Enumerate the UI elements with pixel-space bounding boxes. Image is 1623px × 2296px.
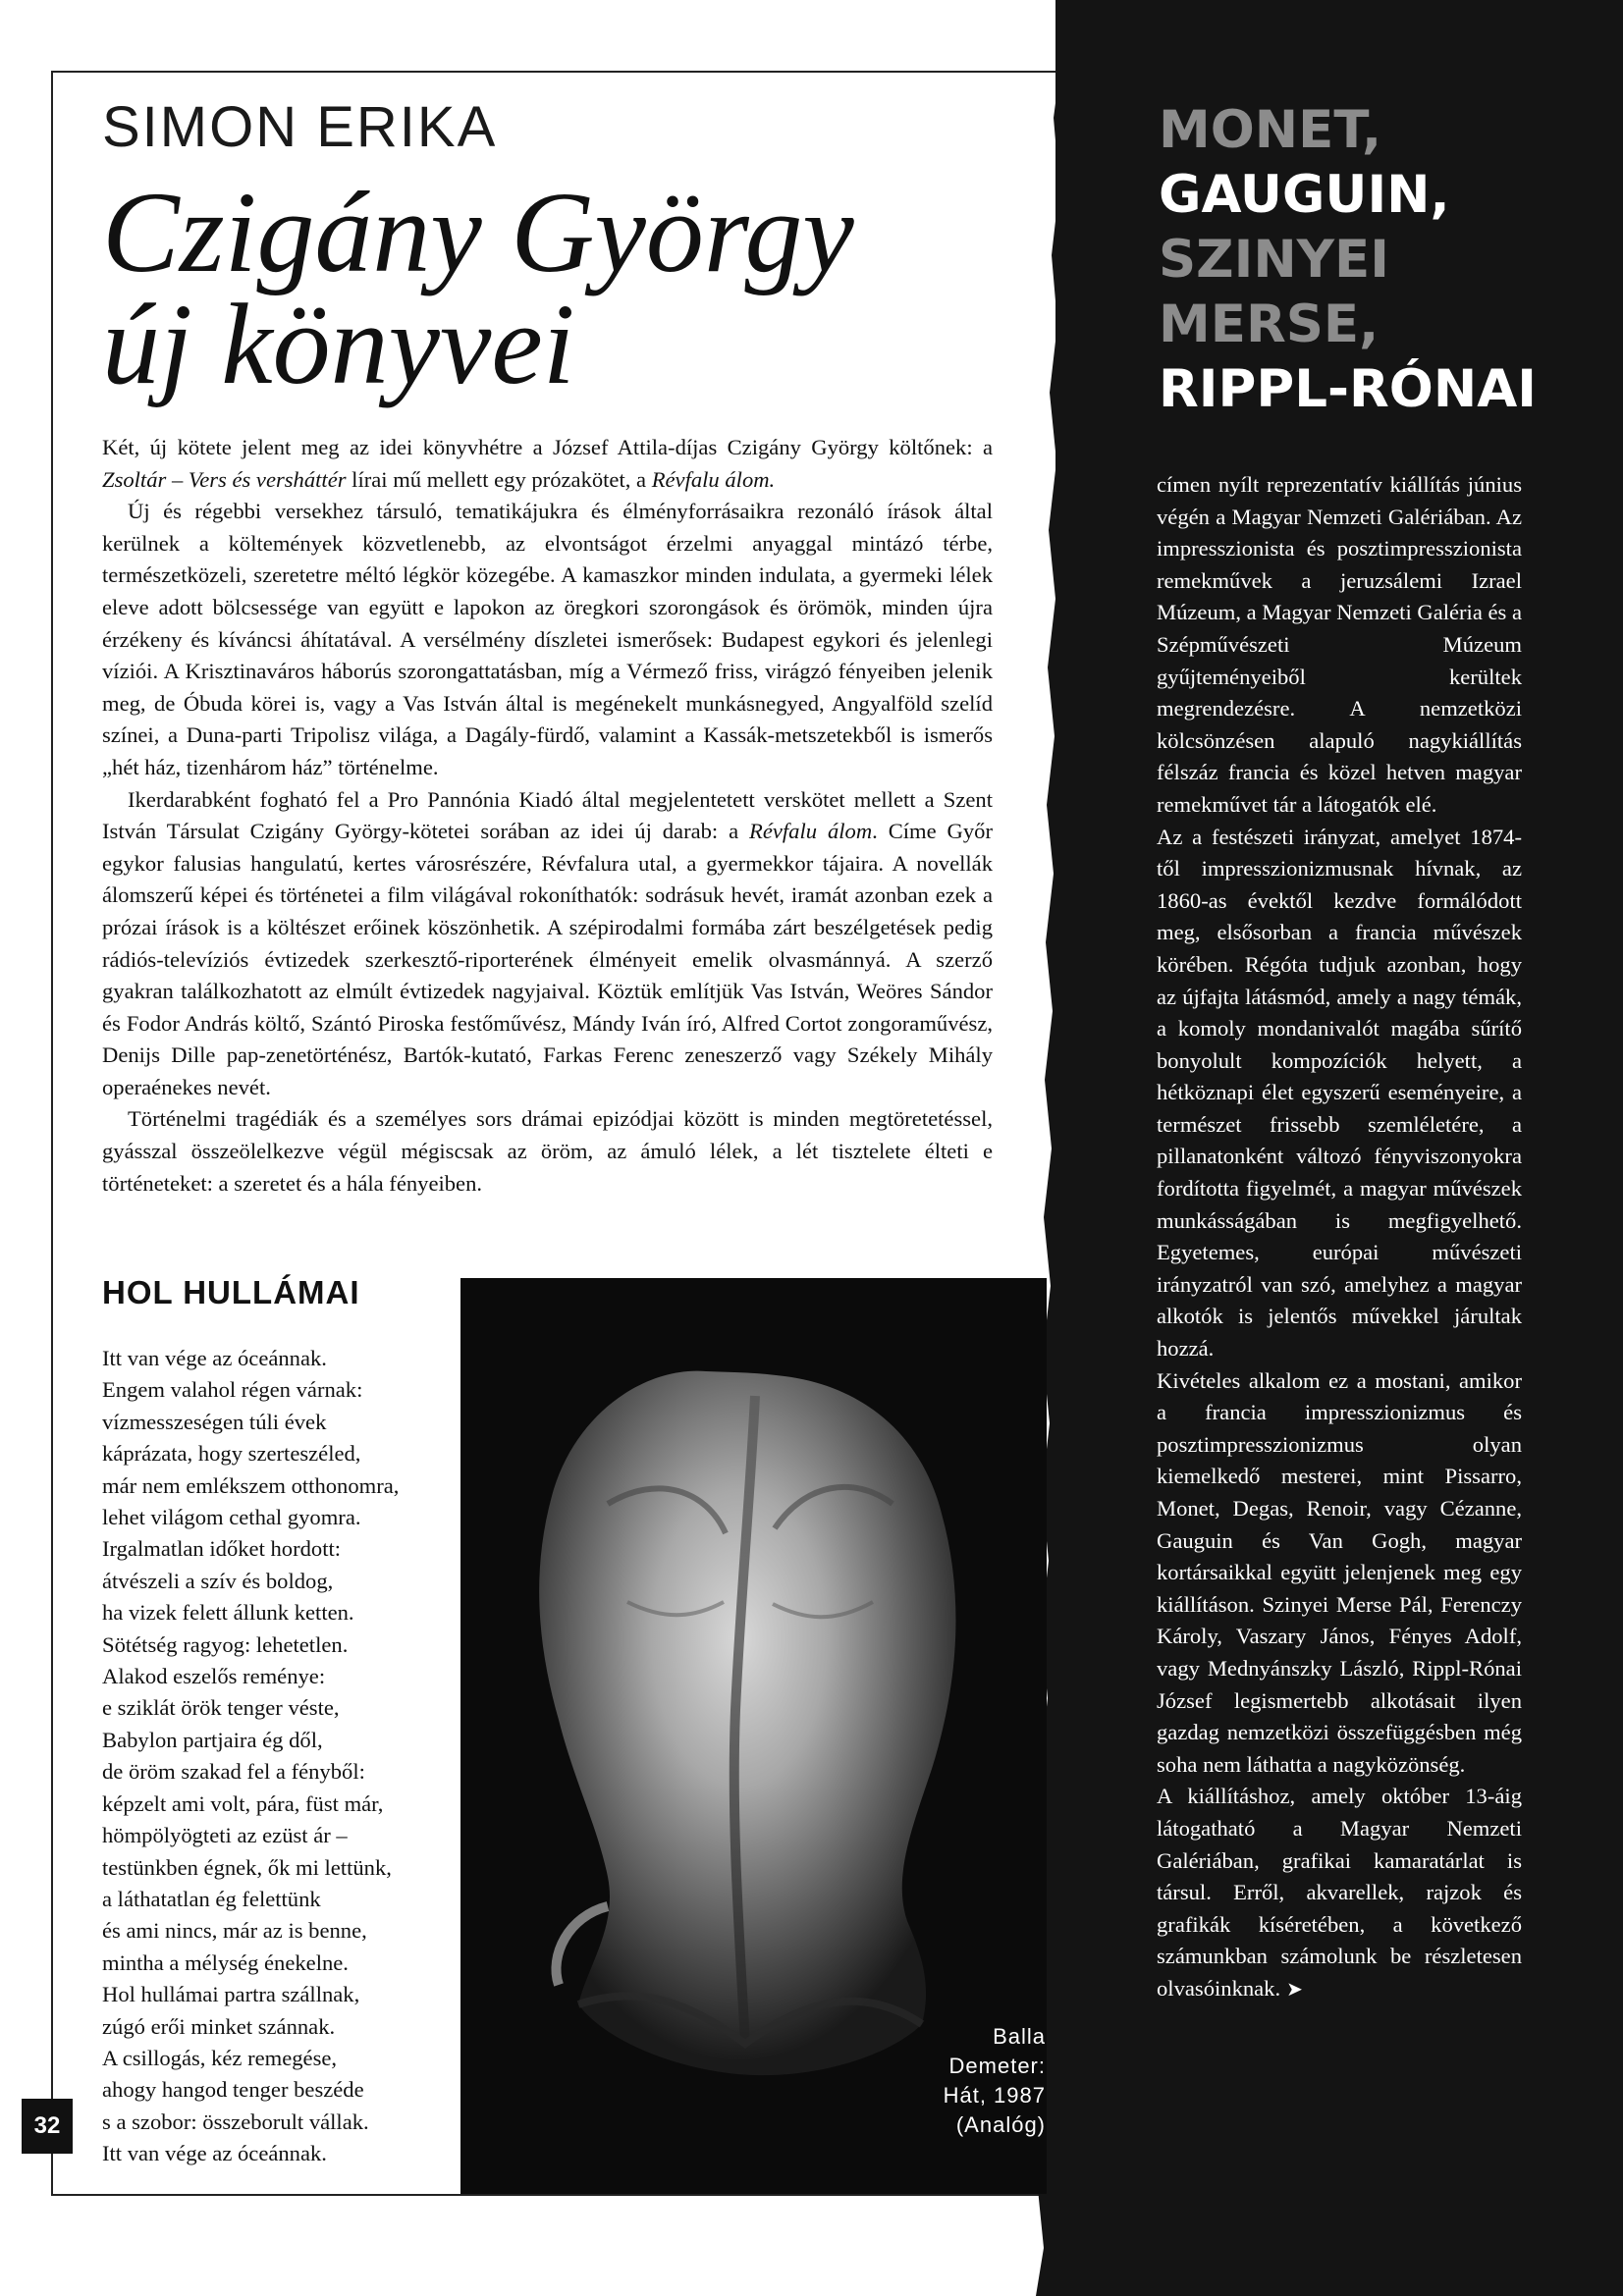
poem-line: hömpölyögteti az ezüst ár –: [102, 1823, 348, 1848]
sidebar-paragraph: Kivételes alkalom ez a mostani, amikor a francia impresszionizmus és posztimpresszionizmus olyan kiemelkedő mesterei, mint Pissarro, Monet, Degas, Renoir, vagy Cézanne, Gauguin és Van Gogh, magyar kortársaikkal együtt jelenjenek meg egy kiállításon. Szinyei Merse Pál, Ferenczy Károly, Vaszary János, Fényes Adolf, vagy Mednyánszky László, Rippl-Rónai József legismertebb alkotásait ilyen gazdag nemzetközi összefüggésben még soha nem láthatta a nagyközönség.: [1157, 1367, 1522, 1777]
poem-body: [102, 1343, 456, 2170]
book-title: Zsoltár – Vers és versháttér: [102, 466, 347, 492]
sidebar-body: [1157, 469, 1522, 2006]
poem-line: Hol hullámai partra szállnak,: [102, 1982, 360, 2007]
headline-line: GAUGUIN,: [1159, 165, 1450, 225]
poem-line: már nem emlékszem otthonomra,: [102, 1472, 400, 1498]
poem-line: vízmesszeségen túli évek: [102, 1409, 327, 1434]
poem-line: Sötétség ragyog: lehetetlen.: [102, 1631, 349, 1657]
poem-line: Itt van vége az óceánnak.: [102, 2141, 327, 2166]
caption-line: (Analóg): [955, 2112, 1046, 2137]
poem-line: Itt van vége az óceánnak.: [102, 1346, 327, 1370]
headline-line: SZINYEI: [1159, 230, 1389, 290]
text-run: A kiállításhoz, amely október 13-áig látogatható a Magyar Nemzeti Galériában, grafikai kamaratárlat is társul. Erről, akvarellek, rajzok és grafikák kíséretében, a következő számunkban számolunk be részletesen olvasóinknak.: [1157, 1784, 1522, 2001]
page-number: 32: [22, 2099, 73, 2154]
text-run: . Címe Győr egykor falusias hangulatú, kertes városrészére, Révfalura utal, a gyermekkor tájaira. A novellák álomszerű képei és történetei a film világával rokoníthatók: sodrásuk hevét, iramát azonban ezek a prózai írások is a költészet erőinek köszönhetik. A szépirodalmi formába zárt beszélgetések pedig rádiós-televíziós évtizedek szerkesztő-riporterének élményeit emelik olvasmánnyá. A szerző gyakran találkozhatott az elmúlt évtizedek nagyjaival. Köztük említjük Vas István, Weöres Sándor és Fodor András költő, Szántó Piroska festőművész, Mándy Iván író, Alfred Cortot zongoraművész, Denijs Dille pap-zenetörténész, Bartók-kutató, Farkas Ferenc zeneszerző vagy Székely Mihály operaénekes nevét.: [102, 819, 993, 1099]
title-line-1: Czigány György: [102, 168, 854, 296]
article-author: SIMON ERIKA: [102, 95, 498, 159]
poem-line: e sziklát örök tenger véste,: [102, 1695, 340, 1721]
headline-line: MONET,: [1159, 100, 1382, 160]
poem-line: ahogy hangod tenger beszéde: [102, 2077, 364, 2103]
sidebar-paragraph: Az a festészeti irányzat, amelyet 1874-től impresszionizmusnak hívnak, az 1860-as évektől kezdve formálódott meg, elsősorban a francia művészek körében. Régóta tudjuk azonban, hogy az újfajta látásmód, amely a nagy témák, a komoly mondanivalót magába sűrítő bonyolult kompozíciók helyett, a hétköznapi élet egyszerű eseményeire, a természet frissebb szemléletére, a pillanatonként változó fényviszonyokra fordította figyelmét, a magyar művészek munkásságában is megfigyelhető. Egyetemes, európai művészeti irányzatról van szó, amelyhez a magyar alkotók is jelentős művekkel járultak hozzá.: [1157, 824, 1522, 1362]
poem-line: testünkben égnek, ők mi lettünk,: [102, 1854, 392, 1880]
poem-line: átvészeli a szív és boldog,: [102, 1568, 334, 1593]
book-title: Révfalu álom: [749, 819, 873, 844]
sidebar-paragraph: [1157, 1781, 1522, 2005]
poem-line: A csillogás, kéz remegése,: [102, 2045, 338, 2070]
text-run: Ikerdarabként fogható fel a Pro Pannónia Kiadó által megjelentetett verskötet mellett a Szent István Társulat Czigány György-kötetei sorában az idei új darab: a: [102, 786, 993, 844]
caption-line: Balla: [993, 2024, 1046, 2049]
article-paragraph: Történelmi tragédiák és a személyes sors drámai epizódjai között is minden megtöretetéssel, gyásszal összeölelkezve végül mégiscsak az öröm, az ámuló lélek, a lét tisztelete élteti e történeteket: a szeretet és a hála fényeiben.: [102, 1106, 993, 1196]
text-run: Két, új kötete jelent meg az idei könyvhétre a József Attila-díjas Czigány György költőnek: a: [102, 435, 993, 459]
poem-line: káprázata, hogy szerteszéled,: [102, 1441, 361, 1467]
book-title: Révfalu álom.: [651, 466, 776, 492]
poem-line: Alakod eszelős reménye:: [102, 1664, 326, 1689]
poem-line: Irgalmatlan időket hordott:: [102, 1536, 342, 1562]
article-paragraph: [102, 784, 993, 1104]
poem-title: HOL HULLÁMAI: [102, 1274, 360, 1310]
title-line-2: új könyvei: [102, 280, 575, 408]
poem-line: Babylon partjaira ég dől,: [102, 1727, 323, 1752]
text-run: lírai mű mellett egy prózakötet, a: [346, 466, 652, 492]
poem-line: mintha a mélység énekelne.: [102, 1949, 349, 1975]
poem-line: Engem valahol régen várnak:: [102, 1377, 363, 1403]
poem-line: lehet világom cethal gyomra.: [102, 1505, 361, 1530]
sidebar-headline: [1159, 98, 1537, 422]
article-paragraph: [102, 432, 993, 496]
poem-line: de öröm szakad fel a fényből:: [102, 1759, 365, 1785]
article-body: [102, 432, 993, 1200]
caption-line: Demeter:: [948, 2054, 1046, 2078]
article-title: [102, 168, 986, 408]
end-arrow-icon: ➤: [1286, 1978, 1303, 2001]
poem-line: képzelt ami volt, pára, füst már,: [102, 1790, 384, 1816]
poem-line: zúgó erői minket szánnak.: [102, 2013, 336, 2039]
sidebar-paragraph: címen nyílt reprezentatív kiállítás június végén a Magyar Nemzeti Galériában. Az impresszionista és posztimpresszionista remekművek a jeruzsálemi Izrael Múzeum, a Magyar Nemzeti Galéria és a Szépművészeti Múzeum gyűjteményeiből kerültek megrendezésre. A nemzetközi kölcsönzésen alapuló nagykiállítás félszáz francia és közel hetven magyar remekművet tár a látogatók elé.: [1157, 472, 1523, 817]
poem-line: s a szobor: összeborult vállak.: [102, 2109, 369, 2134]
headline-line: RIPPL-RÓNAI: [1159, 359, 1537, 419]
caption-line: Hát, 1987: [943, 2083, 1046, 2108]
headline-line: MERSE,: [1159, 294, 1380, 354]
poem-line: ha vizek felett állunk ketten.: [102, 1600, 354, 1626]
poem-line: és ami nincs, már az is benne,: [102, 1918, 367, 1944]
photo-caption: [918, 2022, 1046, 2140]
article-paragraph: Új és régebbi versekhez társuló, tematikájukra és élményforrásaikra rezonáló írások által kerülnek a költemények közvetlenebb, az elvontságot érzelmi anyaggal mintázó térbe, természetközeli, szeretetre méltó légkör közegébe. A kamaszkor minden indulata, a gyermeki lélek eleve adott bölcsessége van együtt e lapokon az öregkori szorongások és örömök, minden újra érzékeny és kíváncsi áhítatával. A versélmény díszletei ismerősek: Budapest egykori és jelenlegi víziói. A Krisztinaváros háborús szorongattatásban, míg a Vérmező friss, virágzó fényeiben jelenik meg, de Óbuda körei is, vagy a Vas István által is megénekelt munkásnegyed, Angyalföld szelíd színei, a Duna-parti Tripolisz világa, a Dagály-fürdő, valamint a Kassák-metszetekből is ismerős „hét ház, tizenhárom ház” történelme.: [102, 499, 993, 779]
poem-line: a láthatatlan ég felettünk: [102, 1886, 321, 1911]
